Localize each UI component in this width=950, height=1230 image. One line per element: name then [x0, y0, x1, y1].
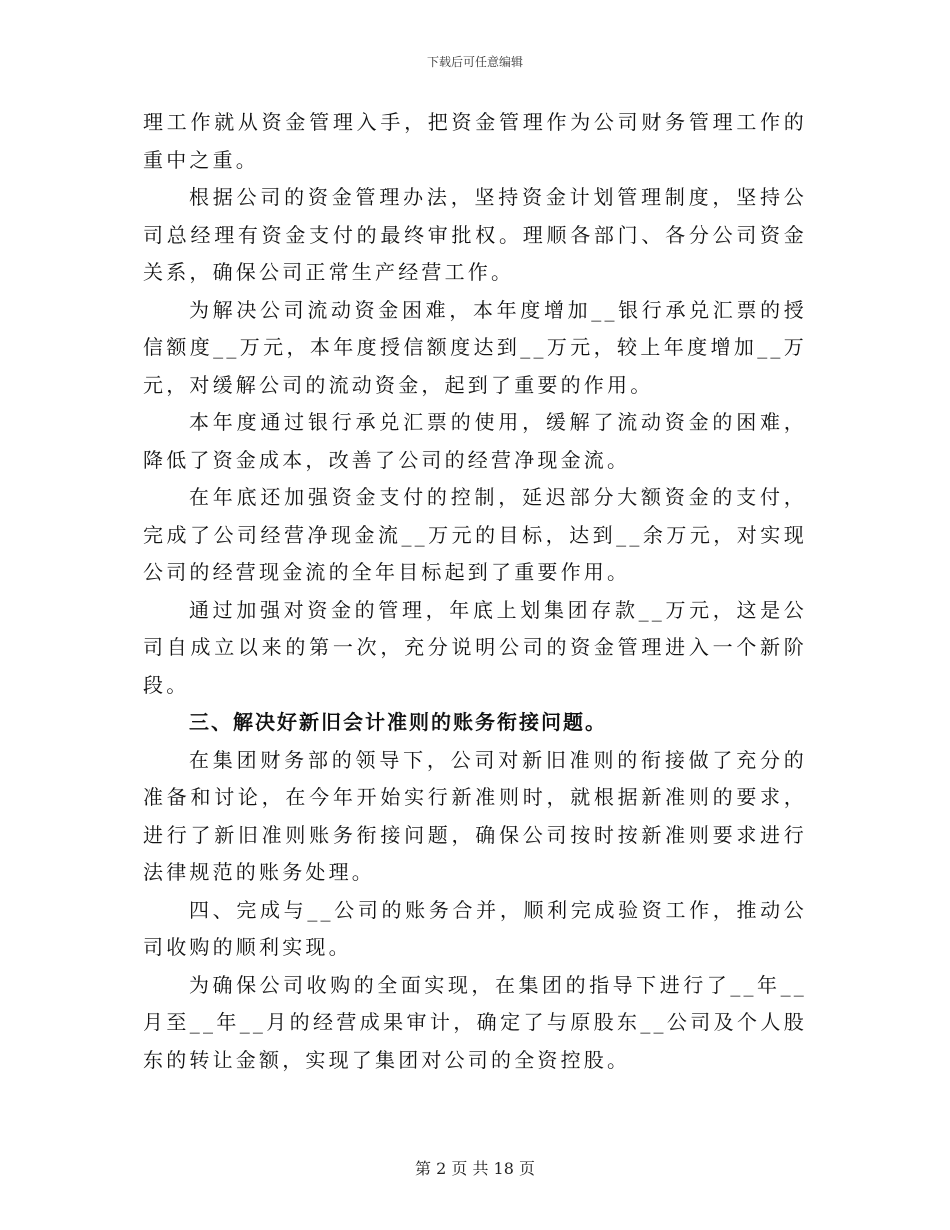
page-header-note: 下载后可任意编辑 [426, 55, 523, 69]
paragraph: 四、完成与__公司的账务合并，顺利完成验资工作，推动公司收购的顺利实现。 [143, 897, 807, 959]
paragraph: 为解决公司流动资金困难，本年度增加__银行承兑汇票的授信额度__万元，本年度授信额度达到__万元，较上年度增加__万元，对缓解公司的流动资金，起到了重要的作用。 [143, 297, 807, 397]
paragraph: 为确保公司收购的全面实现，在集团的指导下进行了__年__月至__年__月的经营成果审计，确定了与原股东__公司及个人股东的转让金额，实现了集团对公司的全资控股。 [143, 972, 807, 1072]
paragraph: 在年底还加强资金支付的控制，延迟部分大额资金的支付，完成了公司经营净现金流__万元的目标，达到__余万元，对实现公司的经营现金流的全年目标起到了重要作用。 [143, 485, 807, 584]
paragraph: 在集团财务部的领导下，公司对新旧准则的衔接做了充分的准备和讨论，在今年开始实行新准则时，就根据新准则的要求，进行了新旧准则账务衔接问题，确保公司按时按新准则要求进行法律规范的账务处理。 [143, 747, 807, 884]
paragraph-continued: 理工作就从资金管理入手，把资金管理作为公司财务管理工作的重中之重。 [143, 110, 807, 172]
section-heading: 三、解决好新旧会计准则的账务衔接问题。 [189, 710, 607, 734]
paragraph: 本年度通过银行承兑汇票的使用，缓解了流动资金的困难，降低了资金成本，改善了公司的经营净现金流。 [143, 410, 807, 472]
document-body [143, 104, 807, 1079]
paragraph: 通过加强对资金的管理，年底上划集团存款__万元，这是公司自成立以来的第一次，充分说明公司的资金管理进入一个新阶段。 [143, 597, 807, 697]
paragraph: 根据公司的资金管理办法，坚持资金计划管理制度，坚持公司总经理有资金支付的最终审批权。理顺各部门、各分公司资金关系，确保公司正常生产经营工作。 [143, 185, 807, 284]
page-number: 第 2 页 共 18 页 [415, 1159, 535, 1178]
